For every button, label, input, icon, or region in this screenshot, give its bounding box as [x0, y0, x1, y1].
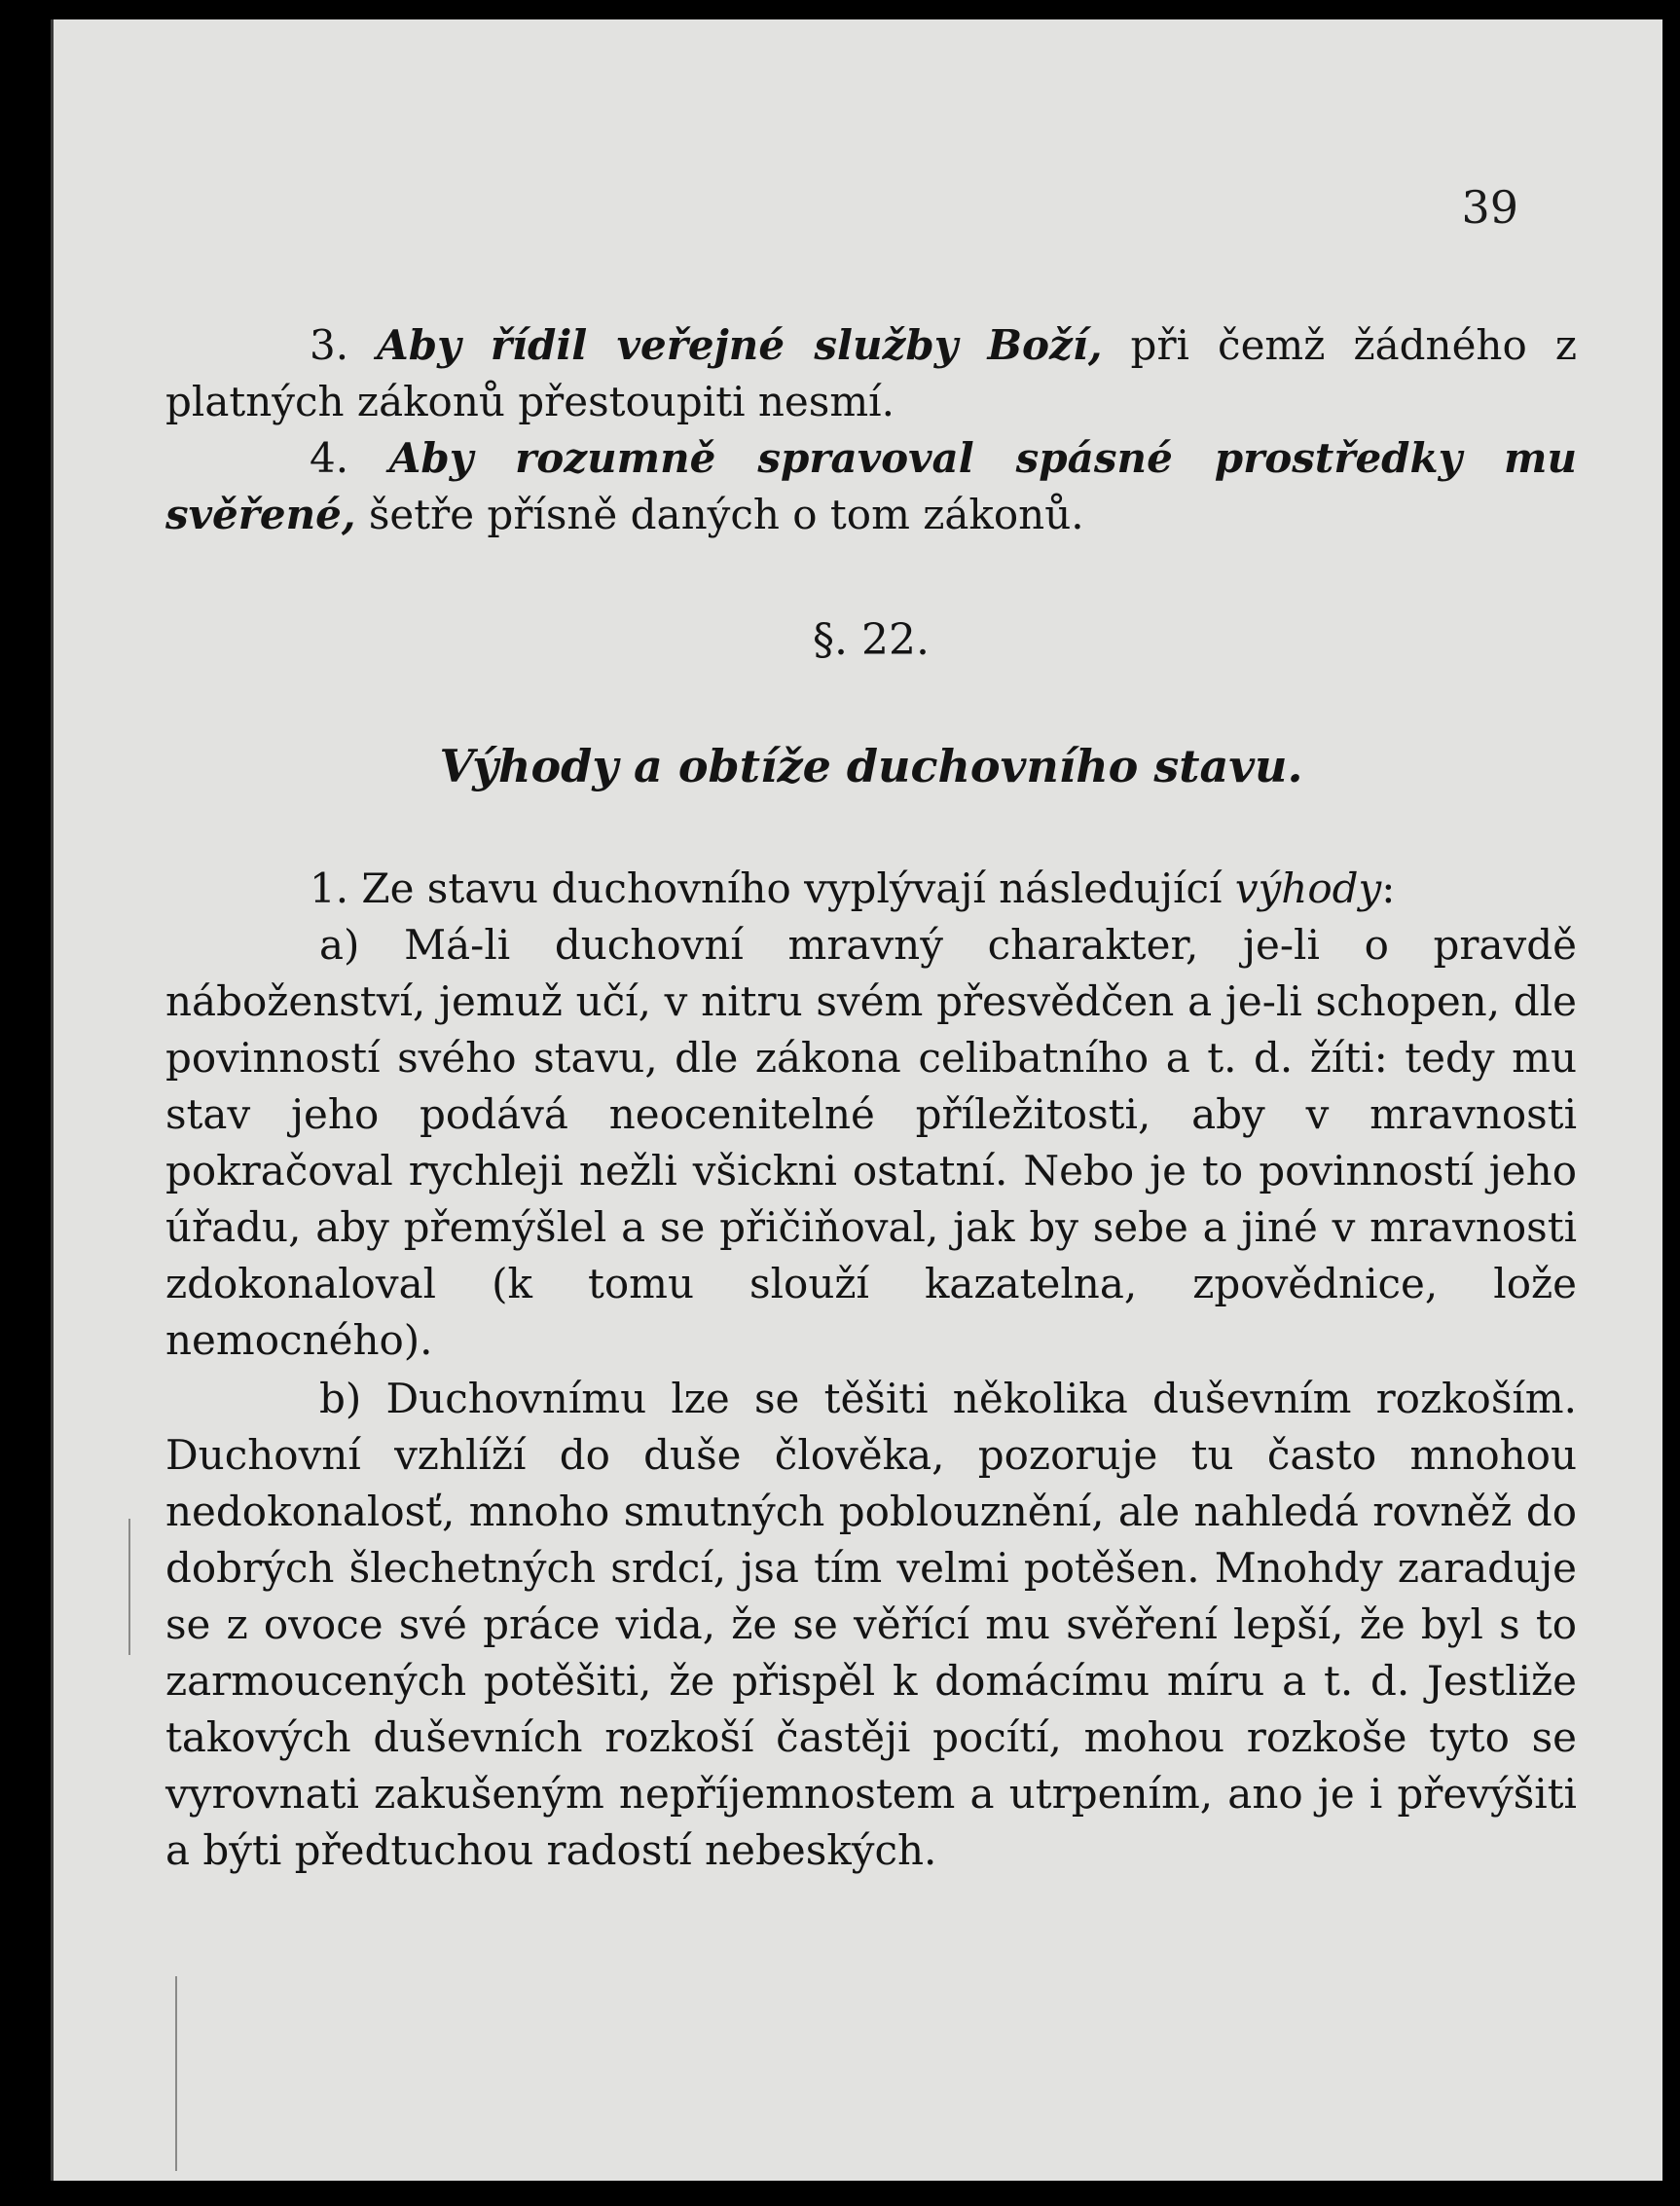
- paragraph-b-text: b) Duchovnímu lze se těšiti několika duševním rozkoším. Duchovní vzhlíží do duše člověka, pozoruje tu často mnohou nedokonalosť, mnoho smutných poblouznění, ale nahledá rovněž do dobrých šlechetných srdcí, jsa tím velmi potěšen. Mnohdy zaraduje se z ovoce své práce vida, že se věřící mu svěření lepší, že byl s to zarmoucených potěšiti, že přispěl k domácímu míru a t. d. Jestliže takových duševních rozkoší častěji pocítí, mohou rozkoše tyto se vyrovnati zakušeným nepříjemnostem a utrpením, ano je i převýšiti a býti předtuchou radostí nebeských.: [165, 1375, 1577, 1874]
- item-4: [165, 430, 1577, 543]
- item-3: [165, 317, 1577, 430]
- point-1: [165, 861, 1577, 917]
- page-number: 39: [1461, 181, 1518, 234]
- scan-mark: [175, 1976, 177, 2171]
- scan-mark: [128, 1519, 130, 1655]
- item-number: 3.: [310, 321, 349, 369]
- section-heading: Výhody a obtíže duchovního stavu.: [439, 740, 1303, 792]
- book-page: [51, 19, 1662, 2181]
- item-italic: Aby řídil veřejné služby Boží,: [377, 321, 1103, 369]
- item-italic: Aby rozumně spravoval spásné prostředky mu svěřené,: [165, 434, 1577, 538]
- point-intro-end: :: [1381, 864, 1396, 912]
- paragraph-a-text: a) Má-li duchovní mravný charakter, je-li o pravdě náboženství, jemuž učí, v nitru svém přesvědčen a je-li schopen, dle povinností svého stavu, dle zákona celibatního a t. d. žíti: tedy mu stav jeho podává neocenitelné příležitosti, aby v mravnosti pokračoval rychleji nežli všickni ostatní. Nebo je to povinností jeho úřadu, aby přemýšlel a se přičiňoval, jak by sebe a jiné v mravnosti zdokonaloval (k tomu slouží kazatelna, zpovědnice, lože nemocného).: [165, 921, 1577, 1364]
- section-number: §. 22.: [813, 615, 930, 665]
- item-text: šetře přísně daných o tom zákonů.: [355, 491, 1084, 538]
- page-binding-edge: [51, 19, 54, 2181]
- point-intro-italic: výhody: [1234, 864, 1382, 912]
- paragraph-b: [165, 1371, 1577, 1879]
- point-intro: 1. Ze stavu duchovního vyplývají následující: [310, 864, 1235, 912]
- item-text: při čemž žádného z platných zákonů přestoupiti nesmí.: [165, 321, 1577, 425]
- paragraph-a: [165, 917, 1577, 1369]
- item-number: 4.: [310, 434, 349, 482]
